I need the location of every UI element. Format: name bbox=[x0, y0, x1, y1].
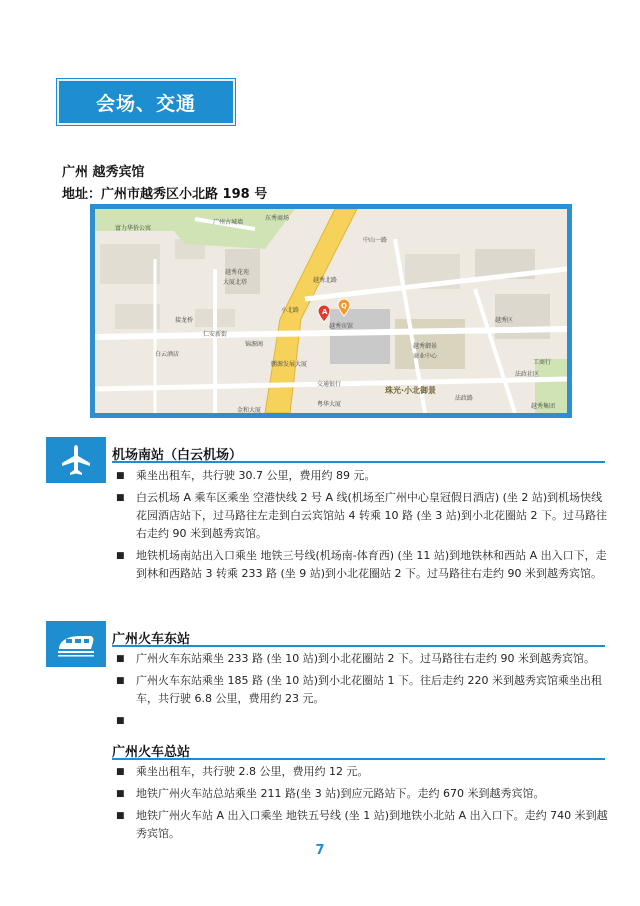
list-item: ■ 乘坐出租车，共行驶 30.7 公里，费用约 89 元。 bbox=[112, 467, 612, 485]
map-label: 白云酒店 bbox=[155, 351, 180, 358]
map-label: 接龙桥 bbox=[175, 317, 194, 324]
list-item: ■ 地铁广州火车站总站乘坐 211 路(坐 3 站)到应元路站下。走约 670 米到越秀宾馆。 bbox=[112, 785, 612, 803]
map-label: 越秀区 bbox=[495, 317, 514, 324]
map-label: 越秀御景 bbox=[413, 343, 438, 350]
page-number: 7 bbox=[315, 843, 325, 858]
map-label: 富力华侨公寓 bbox=[115, 225, 152, 232]
airplane-icon bbox=[59, 443, 93, 477]
map-label: 工商行 bbox=[533, 359, 552, 366]
map-label: 粤华大厦 bbox=[317, 401, 342, 408]
marker-a-label: A bbox=[322, 308, 328, 316]
venue-name: 广州 越秀宾馆 bbox=[62, 165, 145, 180]
train-icon bbox=[56, 629, 96, 659]
train-icon-box bbox=[46, 621, 106, 667]
airplane-icon-box bbox=[46, 437, 106, 483]
list-item: ■ 乘坐出租车，共行驶 2.8 公里，费用约 12 元。 bbox=[112, 763, 612, 781]
map-label: 越秀集团 bbox=[531, 403, 556, 410]
map-canvas[interactable] bbox=[95, 209, 567, 413]
map-label: 越秀花苑 bbox=[225, 269, 250, 276]
map-label: 鹏源发展大厦 bbox=[271, 361, 308, 368]
map-label: 东秀商场 bbox=[265, 215, 290, 222]
east-station-route-list bbox=[112, 650, 612, 712]
list-item: ■ 广州火车东站乘坐 185 路 (坐 10 站)到小北花圈站 1 下。往后走约 220 米到越秀宾馆乘坐出租车，共行驶 6.8 公里，费用约 23 元。 bbox=[112, 672, 612, 708]
map-label: 中山一路 bbox=[363, 237, 388, 244]
section-title-banner: 会场、交通 bbox=[57, 79, 235, 125]
airport-route-list bbox=[112, 467, 612, 587]
marker-b-label: Q bbox=[341, 302, 347, 310]
map-label: 交通银行 bbox=[317, 381, 342, 388]
map-label: 越秀宾馆 bbox=[329, 323, 354, 330]
map-label: 小北路 bbox=[281, 307, 300, 314]
map-label: 大厦北塔 bbox=[223, 279, 248, 286]
list-item: ■ 广州火车东站乘坐 233 路 (坐 10 站)到小北花圈站 2 下。过马路往右走约 90 米到越秀宾馆。 bbox=[112, 650, 612, 668]
main-station-route-list bbox=[112, 763, 612, 847]
map-label: 锦源阁 bbox=[245, 341, 264, 348]
map-label: 仁安新街 bbox=[203, 331, 228, 338]
venue-address: 地址：广州市越秀区小北路 198 号 bbox=[62, 187, 268, 202]
list-item: ■ 地铁广州火车站 A 出入口乘坐 地铁五号线 (坐 1 站)到地铁小北站 A 出入口下。走约 740 米到越秀宾馆。 bbox=[112, 807, 612, 843]
map-label: 法政社区 bbox=[515, 371, 540, 378]
list-item: ■ 地铁机场南站出入口乘坐 地铁三号线(机场南-体育西) (坐 11 站)到地铁林和西站 A 出入口下，走到林和西路站 3 转乘 233 路 (坐 9 站)到小北花圈站 2 下。过马路往右走约 90 米到越秀宾馆。 bbox=[112, 547, 612, 583]
map-label: 广州古城墙 bbox=[213, 219, 244, 226]
map-label: 商业中心 bbox=[413, 353, 438, 360]
map-label: 越秀北路 bbox=[313, 277, 338, 284]
section-heading-airport: 机场南站（白云机场） bbox=[112, 441, 605, 463]
section-heading-main-station: 广州火车总站 bbox=[112, 738, 605, 760]
map-label: 珠光·小北御景 bbox=[385, 386, 437, 395]
location-map[interactable] bbox=[90, 204, 572, 418]
section-heading-east-station: 广州火车东站 bbox=[112, 625, 605, 647]
map-label: 法政路 bbox=[455, 395, 474, 402]
list-item: ■ 白云机场 A 乘车区乘坐 空港快线 2 号 A 线(机场至广州中心皇冠假日酒店) (坐 2 站)到机场快线花园酒店站下，过马路往左走到白云宾馆站 4 转乘 10 路 (坐 3 站)到小北花圈站 2 下。过马路往右走约 90 米到越秀宾馆。 bbox=[112, 489, 612, 543]
map-label: 金和大厦 bbox=[237, 407, 262, 413]
